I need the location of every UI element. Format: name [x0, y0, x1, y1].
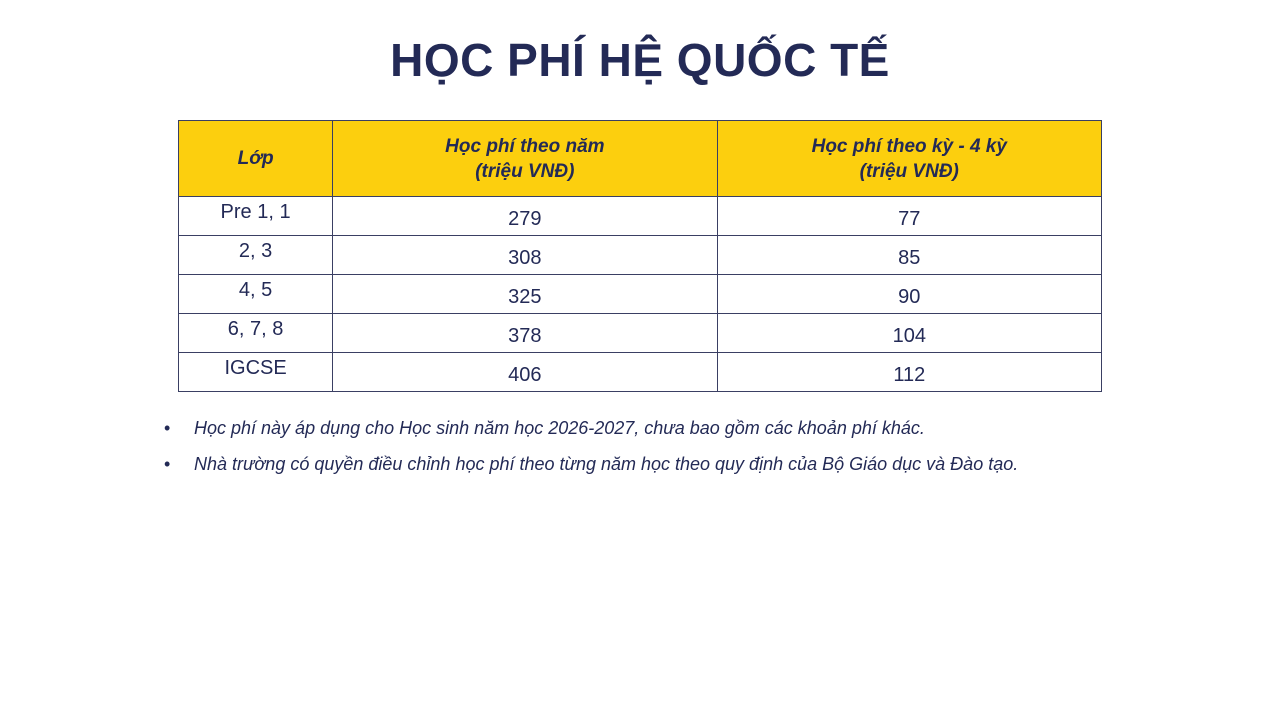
header-annual-fee-label: Học phí theo năm: [445, 135, 605, 157]
table-row: [179, 197, 1102, 236]
table-row: [179, 236, 1102, 275]
table-row: [179, 353, 1102, 392]
header-term-fee-label: Học phí theo kỳ - 4 kỳ: [811, 135, 1007, 157]
cell-annual-fee: 279: [333, 197, 717, 236]
header-annual-fee-unit: (triệu VNĐ): [475, 160, 575, 182]
list-item: [160, 414, 1160, 442]
header-class-label: Lớp: [237, 148, 274, 169]
table-row: [179, 314, 1102, 353]
cell-term-fee: 85: [717, 236, 1101, 275]
table-row: [179, 275, 1102, 314]
tuition-table: [178, 120, 1102, 392]
list-item: [160, 450, 1160, 478]
notes-list: [160, 414, 1160, 486]
cell-term-fee: 90: [717, 275, 1101, 314]
cell-annual-fee: 325: [333, 275, 717, 314]
cell-term-fee: 104: [717, 314, 1101, 353]
note-text: Học phí này áp dụng cho Học sinh năm học 2026-2027, chưa bao gồm các khoản phí khác.: [194, 418, 925, 438]
header-class: [179, 121, 333, 197]
note-text: Nhà trường có quyền điều chỉnh học phí theo từng năm học theo quy định của Bộ Giáo dục và Đào tạo.: [194, 454, 1019, 474]
cell-annual-fee: 378: [333, 314, 717, 353]
header-term-fee: [717, 121, 1101, 197]
header-term-fee-unit: (triệu VNĐ): [859, 160, 959, 182]
header-annual-fee: [333, 121, 717, 197]
cell-class: 2, 3: [179, 236, 333, 275]
cell-annual-fee: 406: [333, 353, 717, 392]
cell-class: Pre 1, 1: [179, 197, 333, 236]
cell-term-fee: 112: [717, 353, 1101, 392]
cell-class: 4, 5: [179, 275, 333, 314]
cell-class: 6, 7, 8: [179, 314, 333, 353]
cell-class: IGCSE: [179, 353, 333, 392]
cell-annual-fee: 308: [333, 236, 717, 275]
bullet-icon: •: [164, 418, 171, 438]
bullet-icon: •: [164, 454, 171, 474]
page-title: HỌC PHÍ HỆ QUỐC TẾ: [390, 34, 890, 86]
table-header-row: [179, 121, 1102, 197]
cell-term-fee: 77: [717, 197, 1101, 236]
